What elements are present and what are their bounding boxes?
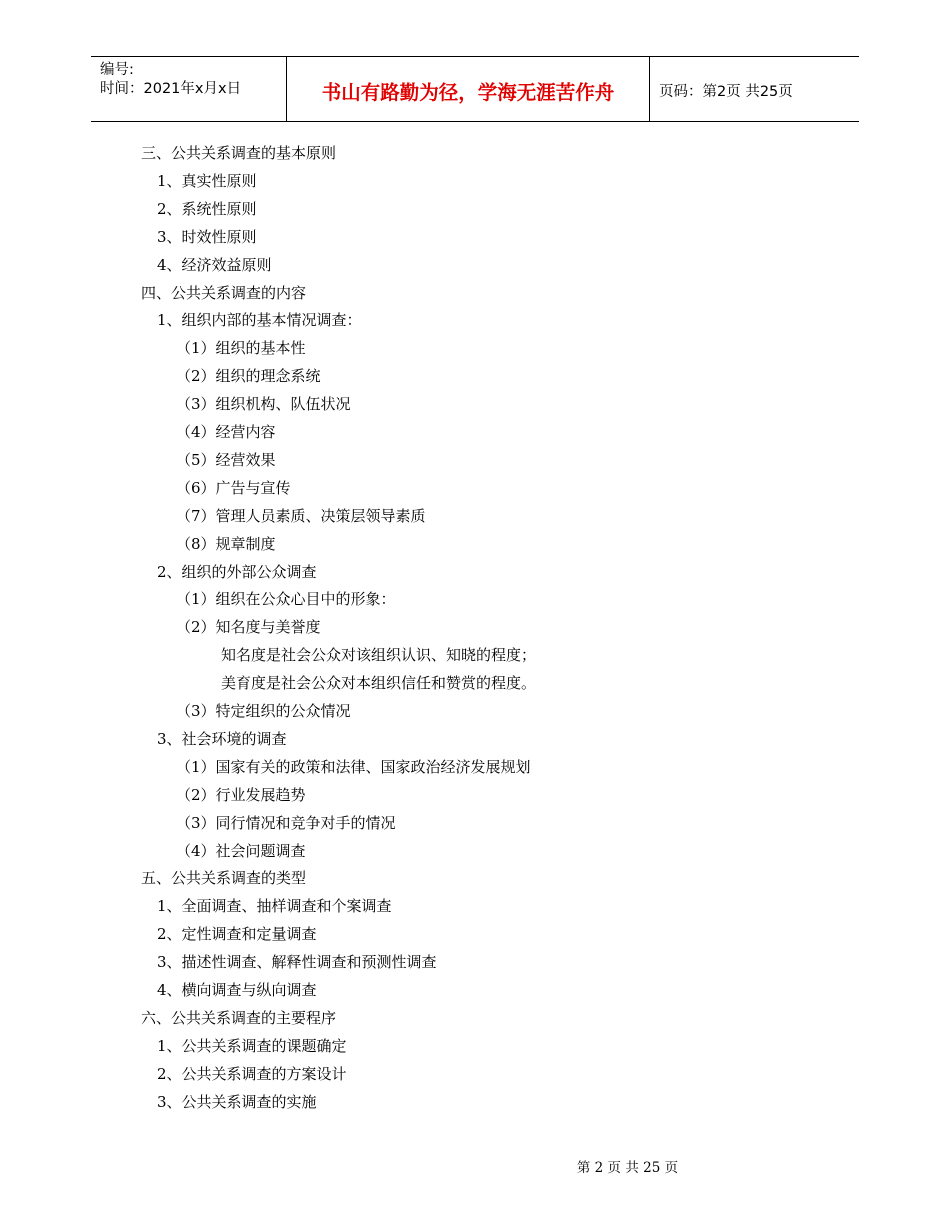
outline-line-level-3: （4）社会问题调查 xyxy=(176,841,306,860)
header-meta xyxy=(91,57,287,121)
outline-line-level-3: （1）组织在公众心目中的形象： xyxy=(176,590,396,609)
outline-line-level-2: 3、社会环境的调查 xyxy=(157,729,287,748)
outline-line-level-2: 4、经济效益原则 xyxy=(157,255,272,274)
outline-line-level-1: 四、公共关系调查的内容 xyxy=(141,283,307,302)
outline-line-level-2: 2、系统性原则 xyxy=(157,199,257,218)
document-number-label: 编号: xyxy=(100,62,134,78)
outline-line-level-2: 2、公共关系调查的方案设计 xyxy=(157,1064,347,1083)
outline-line-level-3: （2）知名度与美誉度 xyxy=(176,618,321,637)
outline-line-level-3: （1）国家有关的政策和法律、国家政治经济发展规划 xyxy=(176,757,531,776)
outline-line-level-3: （3）组织机构、队伍状况 xyxy=(176,395,351,414)
outline-line-level-2: 1、真实性原则 xyxy=(157,171,257,190)
outline-line-level-2: 1、全面调查、抽样调查和个案调查 xyxy=(157,897,392,916)
outline-line-level-3: （2）行业发展趋势 xyxy=(176,785,306,804)
outline-line-level-3: （1）组织的基本性 xyxy=(176,339,306,358)
outline-line-level-4: 美育度是社会公众对本组织信任和赞赏的程度。 xyxy=(221,674,537,693)
header-motto: 书山有路勤为径，学海无涯苦作舟 xyxy=(287,57,650,121)
outline-line-level-2: 4、横向调查与纵向调查 xyxy=(157,981,317,999)
outline-line-level-3: （7）管理人员素质、决策层领导素质 xyxy=(176,506,426,525)
outline-line-level-1: 六、公共关系调查的主要程序 xyxy=(141,1008,337,1027)
outline-line-level-3: （3）同行情况和竞争对手的情况 xyxy=(176,813,396,832)
outline-line-level-1: 五、公共关系调查的类型 xyxy=(141,869,307,888)
document-time: 时间：2021年x月x日 xyxy=(100,81,242,97)
outline-line-level-1: 三、公共关系调查的基本原则 xyxy=(141,144,337,162)
page-footer: 第 2 页 共 25 页 xyxy=(576,1160,679,1176)
outline-line-level-2: 1、组织内部的基本情况调查： xyxy=(157,311,362,330)
outline-line-level-2: 3、公共关系调查的实施 xyxy=(157,1092,317,1111)
outline-line-level-3: （6）广告与宣传 xyxy=(176,478,291,497)
outline-line-level-3: （3）特定组织的公众情况 xyxy=(176,702,351,720)
outline-line-level-2: 1、公共关系调查的课题确定 xyxy=(157,1036,347,1055)
outline-line-level-3: （8）规章制度 xyxy=(176,534,276,553)
outline-line-level-2: 2、组织的外部公众调查 xyxy=(157,562,317,581)
header-page-info: 页码：第2页 共25页 xyxy=(659,83,793,100)
outline-line-level-3: （5）经营效果 xyxy=(176,450,276,469)
outline-line-level-4: 知名度是社会公众对该组织认识、知晓的程度； xyxy=(221,646,537,665)
page-header xyxy=(91,56,859,122)
outline-line-level-3: （2）组织的理念系统 xyxy=(176,367,321,386)
outline-line-level-2: 3、时效性原则 xyxy=(157,227,257,246)
outline-line-level-2: 2、定性调查和定量调查 xyxy=(157,925,317,944)
outline-line-level-2: 3、描述性调查、解释性调查和预测性调查 xyxy=(157,953,437,972)
outline-line-level-3: （4）经营内容 xyxy=(176,423,276,441)
